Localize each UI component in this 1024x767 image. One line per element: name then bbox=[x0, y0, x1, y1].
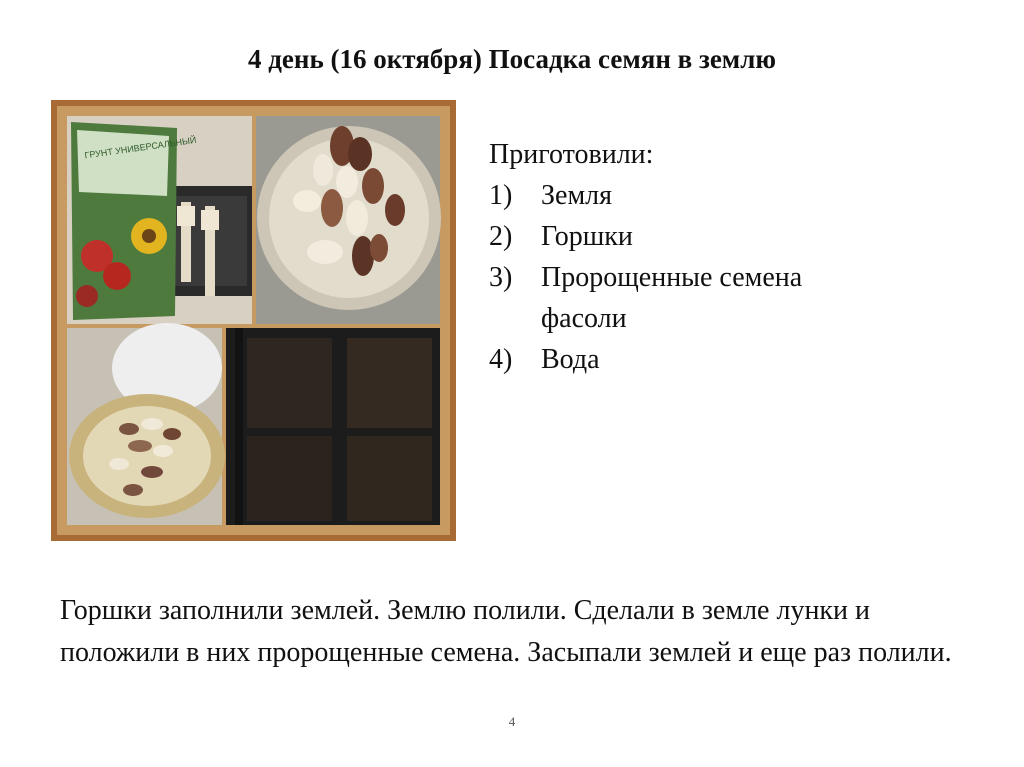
list-item-text: Земля bbox=[541, 180, 613, 211]
list-item-number: 1) bbox=[489, 180, 513, 211]
photo-soil-bag bbox=[67, 116, 252, 324]
slide-title: 4 день (16 октября) Посадка семян в землю bbox=[248, 44, 776, 74]
photo-collage bbox=[51, 100, 456, 541]
ingredients-list bbox=[489, 134, 889, 380]
description-paragraph: Горшки заполнили землей. Землю полили. Сделали в земле лунки и положили в них пророщенные семена. Засыпали землей и еще раз полили. bbox=[60, 595, 952, 668]
list-item-text: Горшки bbox=[541, 221, 633, 252]
bag-label: ГРУНТ УНИВЕРСАЛЬНЫЙ bbox=[83, 134, 197, 161]
photo-sprouted-beans bbox=[256, 116, 441, 324]
page-number: 4 bbox=[508, 714, 516, 729]
list-item-number: 4) bbox=[489, 344, 513, 375]
list-item-number: 2) bbox=[489, 221, 513, 252]
list-item bbox=[489, 339, 889, 380]
list-item bbox=[489, 216, 889, 257]
list-item-text: Пророщенные семена фасоли bbox=[541, 262, 803, 334]
list-item bbox=[489, 175, 889, 216]
photo-beans-saucer bbox=[67, 323, 225, 525]
photo-collage-image bbox=[57, 106, 450, 535]
list-item bbox=[489, 257, 889, 339]
list-item-number: 3) bbox=[489, 262, 513, 293]
list-item-text: Вода bbox=[541, 344, 600, 375]
photo-soil-tray bbox=[226, 328, 440, 525]
list-heading: Приготовили: bbox=[489, 139, 654, 170]
